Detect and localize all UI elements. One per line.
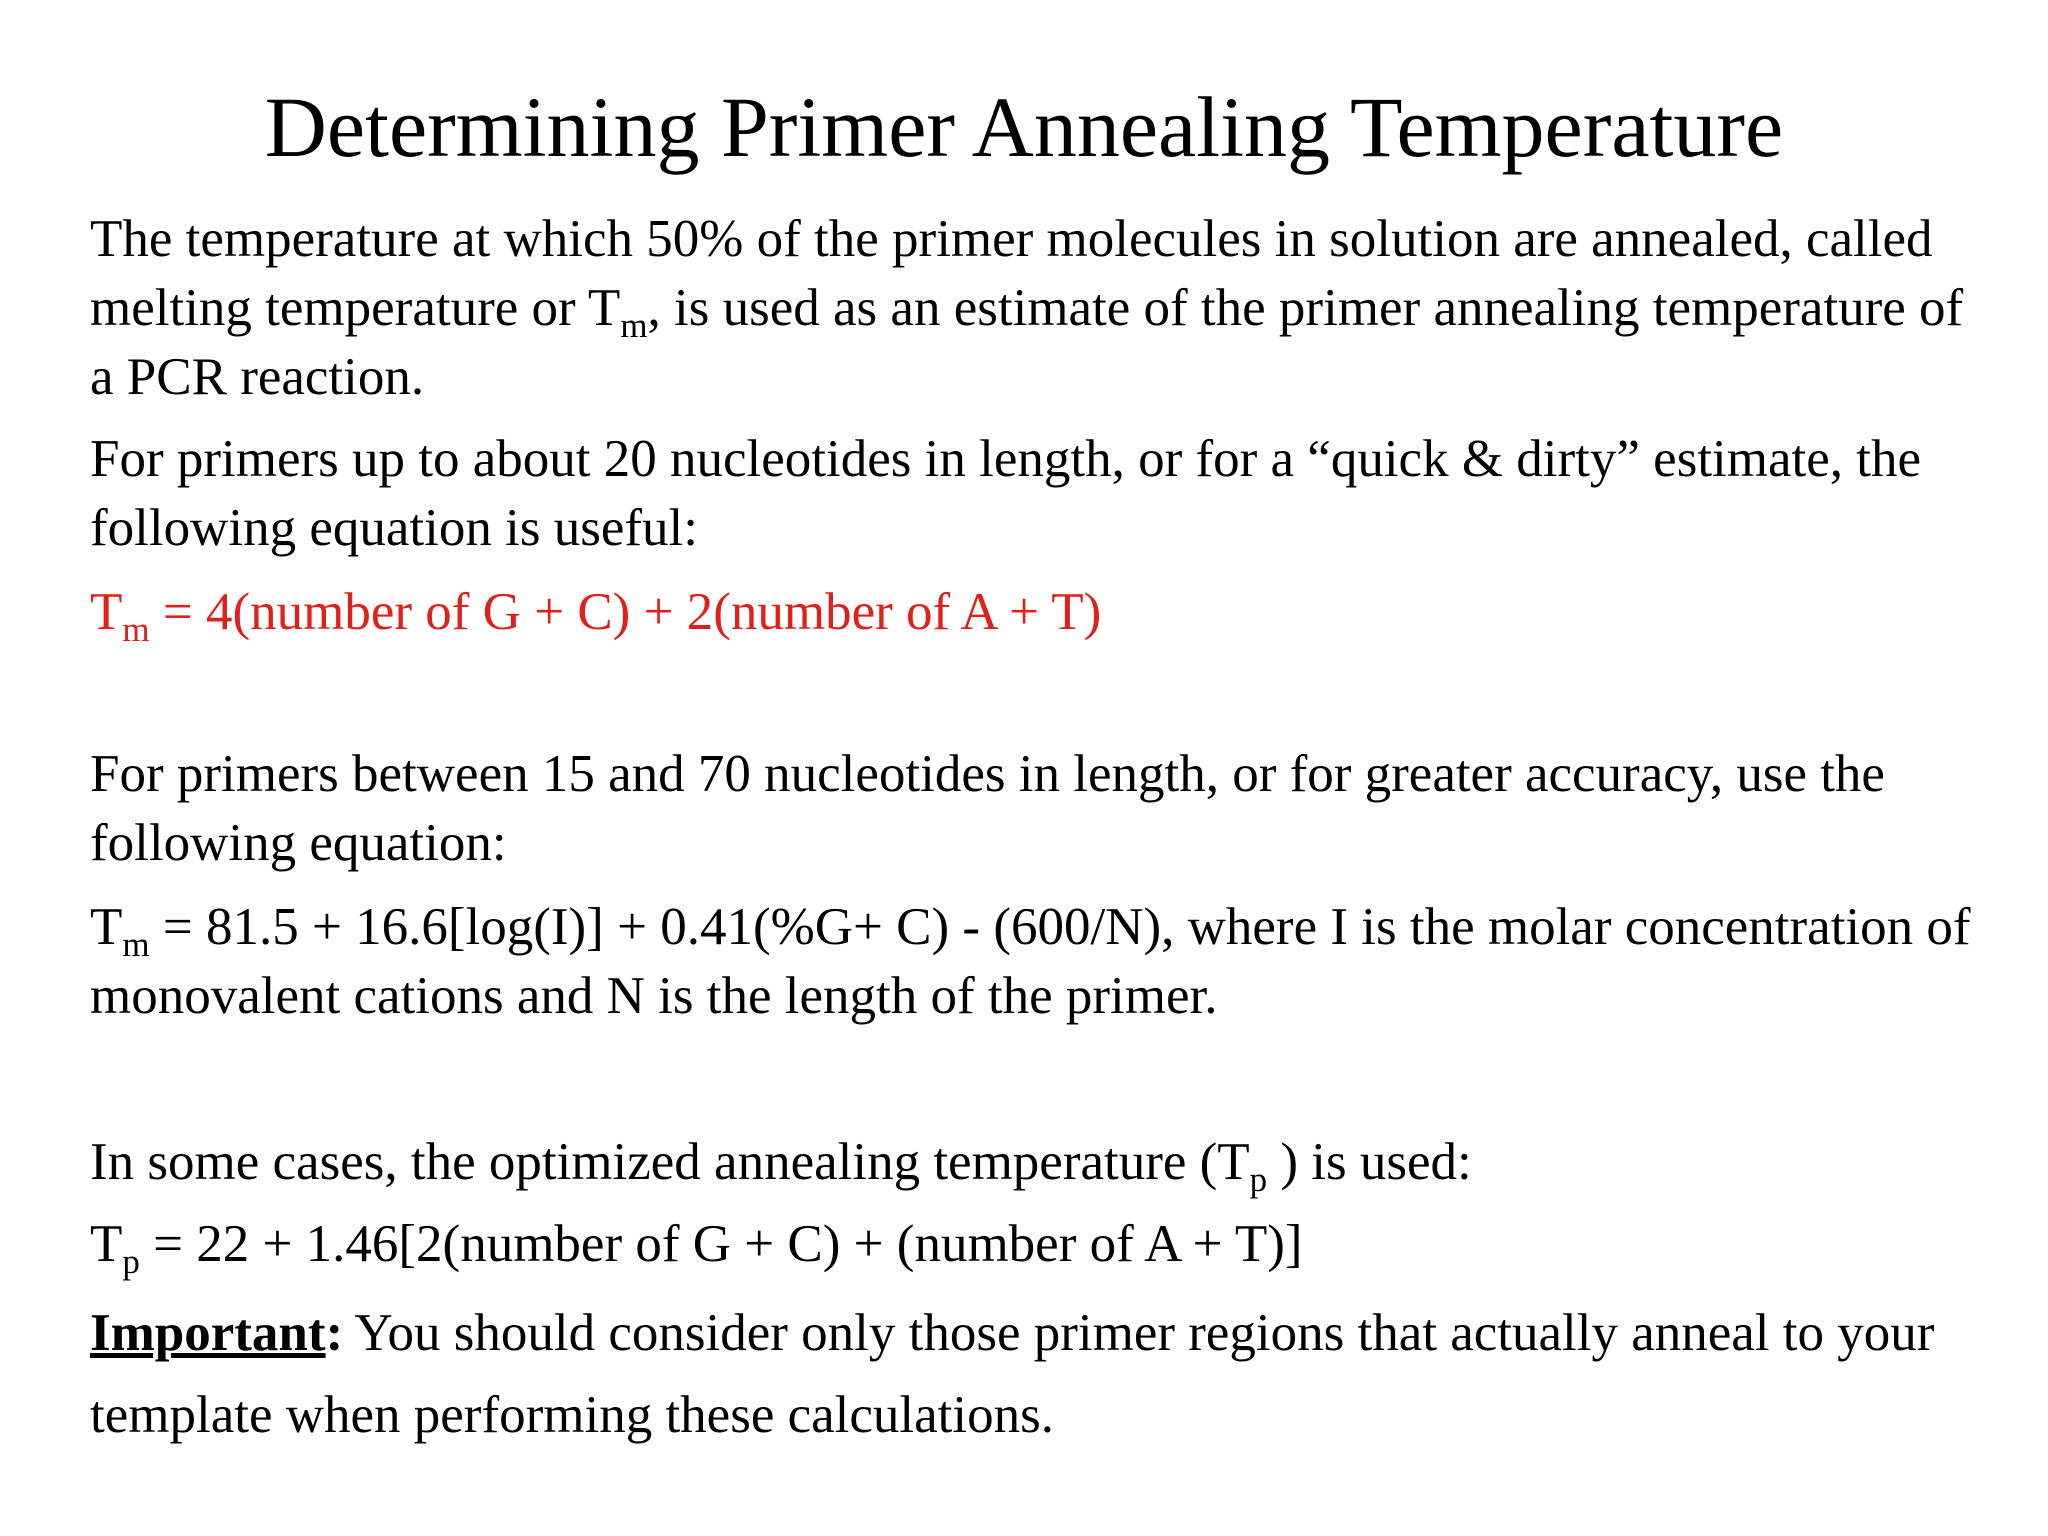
- para1-subscript: m: [620, 306, 648, 346]
- para1-text-before: The temperature at which 50% of the primer molecules in solution are annealed, called melting temperature or T: [90, 210, 1933, 337]
- paragraph-quick-estimate: For primers up to about 20 nucleotides in length, or for a “quick & dirty” estimate, the following equation is useful:: [90, 430, 1922, 557]
- para4-text-after: ) is used:: [1267, 1133, 1472, 1191]
- formula-accurate-tm: [90, 893, 1990, 1031]
- important-colon: :: [325, 1304, 344, 1362]
- para1-text-after: , is used as an estimate of the primer annealing temperature of a PCR reaction.: [90, 279, 1964, 406]
- formula3-subscript: p: [122, 1242, 140, 1282]
- formula2-subscript: m: [122, 925, 150, 965]
- formula-optimized-tp: [90, 1210, 1990, 1282]
- formula1-subscript: m: [122, 610, 150, 650]
- important-label: Important: [90, 1304, 326, 1362]
- formula1-rest: = 4(number of G + C) + 2(number of A + T): [149, 583, 1102, 641]
- formula3-symbol: T: [90, 1215, 123, 1273]
- important-text: You should consider only those primer regions that actually anneal to your template when performing these calculations.: [90, 1304, 1935, 1444]
- slide-title: Determining Primer Annealing Temperature: [264, 79, 1784, 175]
- paragraph-melting-temperature: [90, 205, 1990, 412]
- formula-quick-tm: [90, 578, 1990, 650]
- formula2-rest: = 81.5 + 16.6[log(I)] + 0.41(%G+ C) - (600/N), where I is the molar concentration of monovalent cations and N is the length of the primer.: [90, 898, 1971, 1025]
- paragraph-greater-accuracy: For primers between 15 and 70 nucleotides in length, or for greater accuracy, use the following equation:: [90, 745, 1885, 872]
- para4-subscript: p: [1249, 1160, 1268, 1200]
- formula1-symbol: T: [90, 583, 123, 641]
- para4-text-before: In some cases, the optimized annealing temperature (T: [90, 1133, 1250, 1191]
- important-note: [90, 1292, 1990, 1456]
- formula2-symbol: T: [90, 898, 123, 956]
- formula3-rest: = 22 + 1.46[2(number of G + C) + (number of A + T)]: [139, 1215, 1303, 1273]
- paragraph-optimized-annealing: [90, 1128, 1990, 1200]
